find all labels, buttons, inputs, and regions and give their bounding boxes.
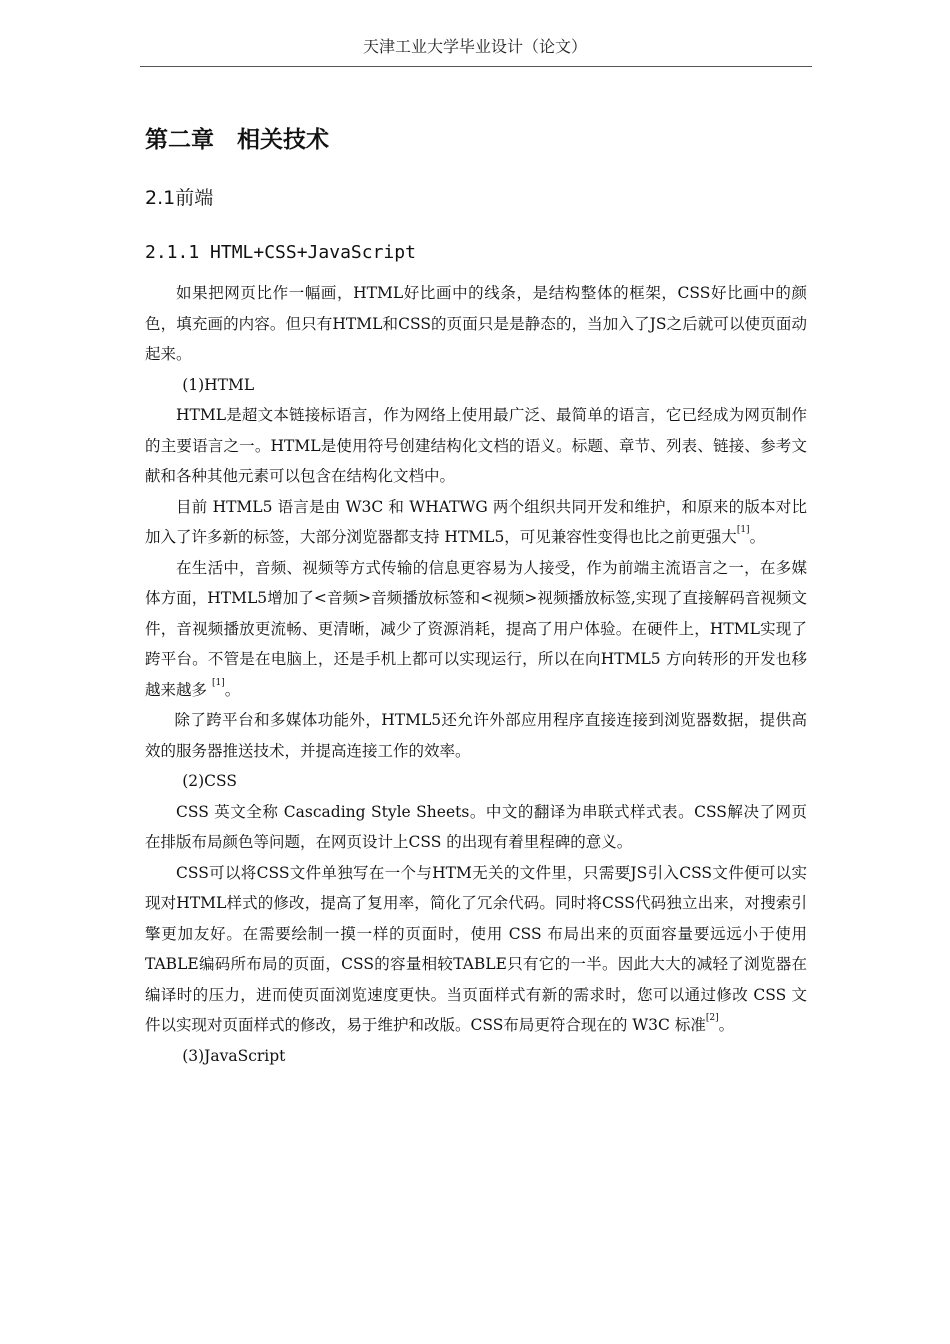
item-label-html: (1)HTML bbox=[182, 375, 255, 394]
paragraph-html-definition: HTML是超文本链接标语言，作为网络上使用最广泛、最简单的语言，它已经成为网页制作的主要语言之一。HTML是使用符号创建结构化文档的语义。标题、章节、列表、链接、参考文献和各种其他元素可以包含在结构化文档中。 bbox=[145, 406, 807, 485]
chapter-title: 第二章 相关技术 bbox=[145, 127, 329, 153]
paragraph-html5-standard bbox=[145, 492, 807, 553]
paragraph-css-benefits bbox=[145, 858, 807, 1041]
paragraph-multimedia-text: 在生活中，音频、视频等方式传输的信息更容易为人接受，作为前端主流语言之一，在多媒体方面，HTML5增加了<音频>音频播放标签和<视频>视频播放标签,实现了直接解码音视频文件，音视频播放更流畅、更清晰，减少了资源消耗，提高了用户体验。在硬件上，HTML实现了跨平台。不管是在电脑上，还是手机上都可以实现运行，所以在向HTML5 方向转形的开发也移越来越多 bbox=[145, 558, 807, 699]
header-rule bbox=[140, 66, 812, 67]
paragraph-html5-push: 除了跨平台和多媒体功能外，HTML5还允许外部应用程序直接连接到浏览器数据，提供高效的服务器推送技术，并提高连接工作的效率。 bbox=[145, 711, 807, 760]
paragraph-css-definition: CSS 英文全称 Cascading Style Sheets。中文的翻译为串联式样式表。CSS解决了网页在排版布局颜色等问题，在网页设计上CSS 的出现有着里程碑的意义。 bbox=[145, 802, 807, 851]
paragraph-css-text: CSS可以将CSS文件单独写在一个与HTM无关的文件里，只需要JS引入CSS文件便可以实现对HTML样式的修改，提高了复用率，简化了冗余代码。同时将CSS代码独立出来，对搜索引擎更加友好。在需要绘制一摸一样的页面时，使用 CSS 布局出来的页面容量要远远小于使用TABLE编码所布局的页面，CSS的容量相较TABLE只有它的一半。因此大大的减轻了浏览器在编译时的压力，进而使页面浏览速度更快。当页面样式有新的需求时，您可以通过修改 CSS 文件以实现对页面样式的修改，易于维护和改版。CSS布局更符合现在的 W3C 标准 bbox=[145, 863, 807, 1034]
item-label-css: (2)CSS bbox=[182, 772, 237, 790]
item-label-javascript: (3)JavaScript bbox=[182, 1046, 286, 1065]
page-content bbox=[145, 123, 807, 1071]
paragraph-end-mark: 。 bbox=[749, 528, 766, 546]
paragraph-html5-text: 目前 HTML5 语言是由 W3C 和 WHATWG 两个组织共同开发和维护，和原来的版本对比加入了许多新的标签，大部分浏览器都支持 HTML5，可见兼容性变得也比之前更强大 bbox=[145, 497, 807, 546]
section-title: 2.1前端 bbox=[145, 187, 214, 209]
paragraph-intro: 如果把网页比作一幅画，HTML好比画中的线条，是结构整体的框架，CSS好比画中的颜色，填充画的内容。但只有HTML和CSS的页面只是是静态的，当加入了JS之后就可以使页面动起来。 bbox=[145, 284, 807, 363]
subsection-title: 2.1.1 HTML+CSS+JavaScript bbox=[145, 242, 416, 263]
page-header: 天津工业大学毕业设计（论文） bbox=[362, 37, 587, 56]
paragraph-html5-multimedia bbox=[145, 553, 807, 706]
paragraph-end-mark: 。 bbox=[718, 1016, 735, 1034]
citation-ref: [2] bbox=[705, 1013, 719, 1023]
paragraph-end-mark: 。 bbox=[224, 680, 241, 699]
citation-ref: [1] bbox=[736, 525, 750, 535]
citation-ref: [1] bbox=[211, 677, 225, 688]
